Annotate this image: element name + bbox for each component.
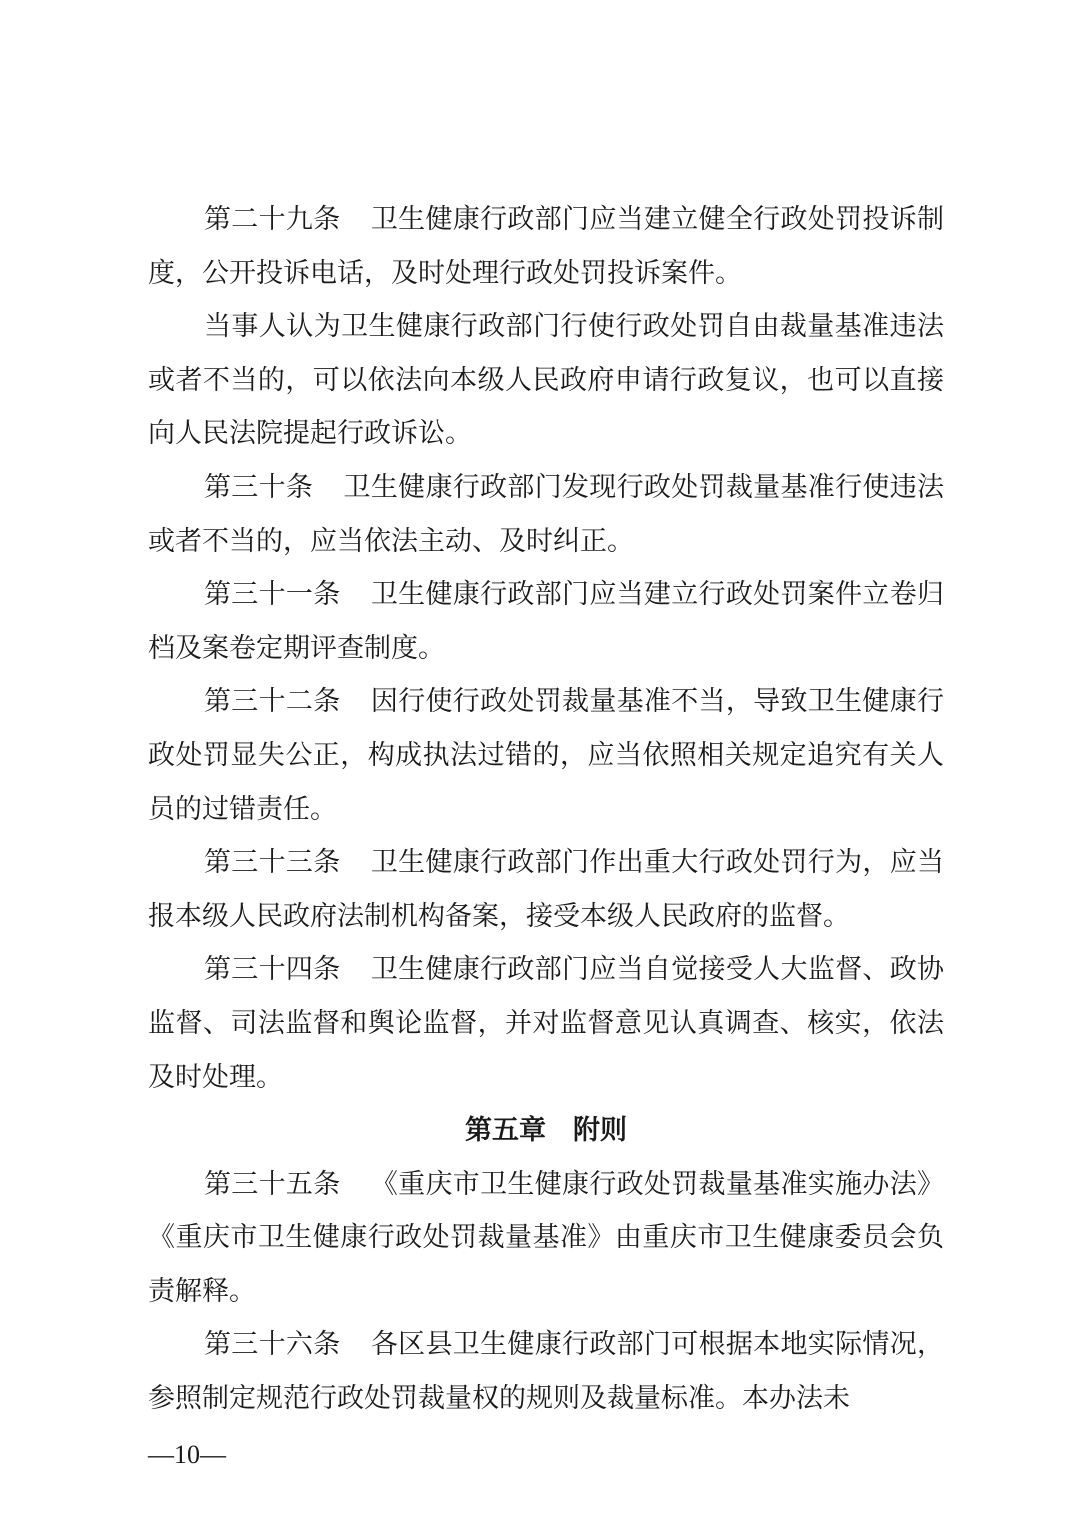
- article-text: 卫生健康行政部门应当建立行政处罚案件立卷归档及案卷定期评查制度。: [148, 579, 945, 664]
- article-34: [148, 943, 944, 1104]
- paragraph-text: 当事人认为卫生健康行政部门行使行政处罚自由裁量基准违法或者不当的，可以依法向本级人民政府申请行政复议，也可以直接向人民法院提起行政诉讼。: [148, 311, 944, 450]
- article-32: [148, 675, 944, 836]
- article-number: 第三十五条: [204, 1168, 341, 1200]
- article-text: 卫生健康行政部门发现行政处罚裁量基准行使违法或者不当的，应当依法主动、及时纠正。: [148, 471, 945, 557]
- article-text: 各区县卫生健康行政部门可根据本地实际情况，参照制定规范行政处罚裁量权的规则及裁量标准。本办法未: [148, 1329, 945, 1415]
- article-text: 卫生健康行政部门作出重大行政处罚行为，应当报本级人民政府法制机构备案，接受本级人民政府的监督。: [148, 847, 945, 932]
- article-text: 《重庆市卫生健康行政处罚裁量基准实施办法》《重庆市卫生健康行政处罚裁量基准》由重庆市卫生健康委员会负责解释。: [148, 1168, 945, 1307]
- article-text: 卫生健康行政部门应当建立健全行政处罚投诉制度，公开投诉电话，及时处理行政处罚投诉案件。: [148, 204, 945, 289]
- article-number: 第三十条: [204, 471, 314, 503]
- page-number: —10—: [148, 1440, 226, 1469]
- article-text: 卫生健康行政部门应当自觉接受人大监督、政协监督、司法监督和舆论监督，并对监督意见认真调查、核实，依法及时处理。: [148, 954, 945, 1093]
- article-29: [148, 193, 944, 300]
- article-number: 第三十二条: [204, 686, 341, 718]
- article-31: [148, 568, 944, 675]
- article-35: [148, 1158, 944, 1319]
- article-number: 第三十一条: [204, 579, 341, 611]
- article-33: [148, 836, 944, 943]
- article-30: [148, 461, 944, 568]
- article-number: 第三十四条: [204, 954, 341, 986]
- chapter-heading: 第五章 附则: [465, 1115, 627, 1147]
- paragraph: [148, 300, 944, 461]
- body-text: [148, 193, 944, 1426]
- article-number: 第三十三条: [204, 847, 341, 879]
- article-number: 第三十六条: [204, 1329, 341, 1361]
- article-number: 第二十九条: [204, 204, 341, 235]
- article-36: [148, 1318, 944, 1425]
- article-text: 因行使行政处罚裁量基准不当，导致卫生健康行政处罚显失公正，构成执法过错的，应当依照相关规定追究有关人员的过错责任。: [148, 686, 945, 825]
